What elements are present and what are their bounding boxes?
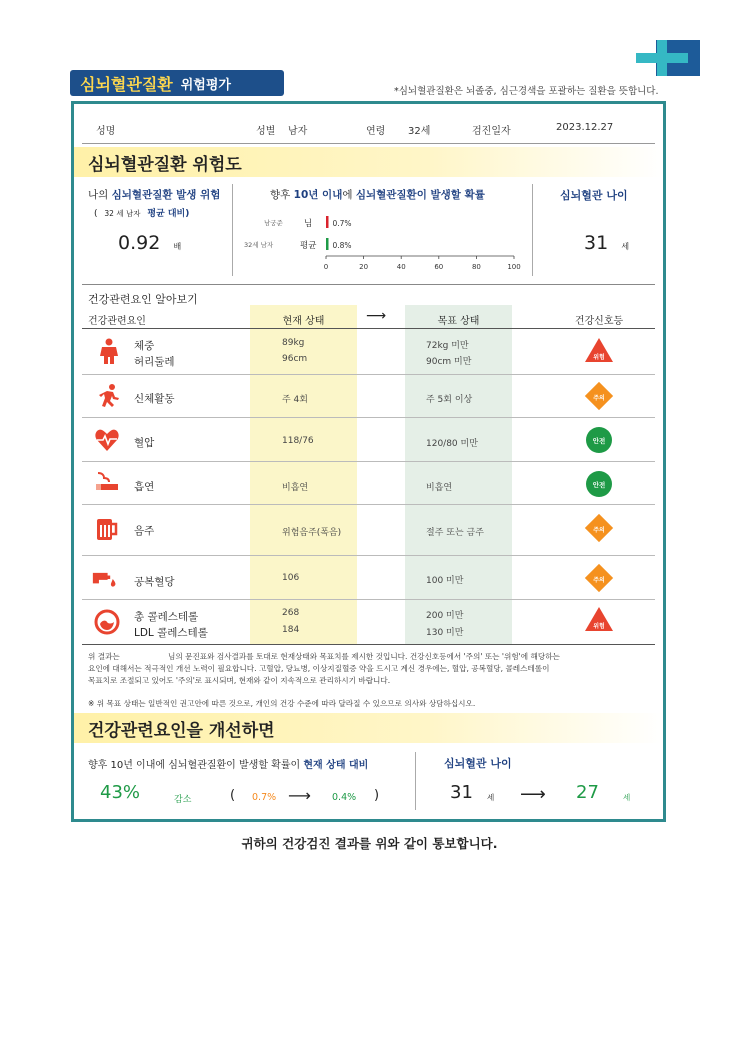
row-divider [82, 374, 655, 375]
factor-label: 허리둘레 [134, 356, 175, 368]
chart-row-label: 님 [304, 219, 313, 229]
disease-definition-note: *심뇌혈관질환은 뇌졸중, 심근경색을 포괄하는 질환을 뜻합니다. [394, 86, 659, 97]
table-header-line [82, 328, 655, 329]
target-value: 절주 또는 금주 [426, 528, 484, 538]
improve-prob-heading-bold: 현재 상태 대비 [303, 760, 369, 771]
sex-label: 성별 [256, 126, 276, 137]
risk-section-band [74, 147, 663, 177]
improve-age-arrow: ⟶ [520, 784, 546, 805]
vascular-age-heading: 심뇌혈관 나이 [560, 189, 628, 202]
factor-label: 공복혈당 [134, 576, 175, 588]
col-factor-header: 건강관련요인 [88, 316, 146, 327]
name-label: 성명 [96, 126, 116, 137]
target-value: 비흡연 [426, 483, 453, 493]
reduction-label: 감소 [174, 795, 192, 805]
target-value: 90cm 미만 [426, 357, 472, 367]
section-divider [82, 284, 655, 285]
body-weight-icon [96, 338, 122, 364]
signal-label: 주의 [593, 577, 605, 584]
current-value: 118/76 [282, 436, 314, 446]
chart-tick-label: 80 [471, 263, 481, 271]
paren-open: ( [230, 788, 236, 803]
exam-date-label: 검진일자 [472, 126, 511, 137]
target-value: 100 미만 [426, 576, 464, 586]
factor-label: 체중 [134, 340, 155, 352]
chart-row-name: 32세 남자 [244, 241, 274, 249]
probability-heading-3: 에 [342, 189, 353, 201]
exam-date-value: 2023.12.27 [556, 122, 614, 133]
relative-risk-sub-open: ( [94, 209, 98, 219]
factor-label: 신체활동 [134, 393, 175, 405]
chart-tick-label: 100 [507, 263, 521, 271]
divider [532, 184, 533, 276]
relative-risk-prefix: 나의 [88, 189, 109, 201]
relative-risk-compare: 평균 대비) [147, 209, 190, 219]
col-signal-header: 건강신호등 [574, 316, 624, 327]
note-line-2: 요인에 대해서는 적극적인 개선 노력이 필요합니다. 고혈압, 당뇨병, 이상지질혈증 약을 드시고 계신 경우에는, 혈압, 공복혈당, 콜레스테롤이 [88, 664, 550, 673]
improve-section-band [74, 713, 663, 743]
current-value: 비흡연 [282, 483, 309, 493]
risk-section-title: 심뇌혈관질환 위험도 [88, 154, 242, 175]
row-divider [82, 461, 655, 462]
probability-bar [326, 216, 329, 228]
factor-label: 혈압 [134, 437, 155, 449]
chart-tick-label: 0 [323, 263, 329, 271]
target-value: 130 미만 [426, 628, 464, 638]
relative-risk-heading [88, 187, 220, 202]
improve-age-heading: 심뇌혈관 나이 [444, 757, 512, 770]
factor-label: 총 콜레스테롤 [134, 611, 199, 623]
chart-tick-label: 40 [396, 263, 406, 271]
age-value: 32세 [408, 126, 431, 137]
target-value: 주 5회 이상 [426, 395, 473, 405]
row-divider [82, 555, 655, 556]
col-current-header: 현재 상태 [282, 316, 325, 327]
target-disclaimer: ※ 위 목표 상태는 일반적인 권고안에 따른 것으로, 개인의 건강 수준에 따라 달라질 수 있으므로 의사와 상담하십시오. [88, 699, 476, 708]
improve-age-to: 27 [576, 782, 599, 803]
improve-age-unit: 세 [487, 793, 495, 802]
chart-row-name: 남궁준 [264, 219, 283, 227]
report-title [70, 70, 284, 96]
beer-mug-icon [94, 516, 120, 542]
chart-row-label: 평균 [300, 241, 317, 251]
cholesterol-icon [94, 609, 120, 635]
table-bottom-line [82, 644, 655, 645]
safe-signal-icon: 안전 [586, 471, 612, 497]
improve-age-to-unit: 세 [623, 793, 631, 802]
current-value: 106 [282, 573, 300, 583]
current-value: 96cm [282, 354, 308, 364]
note-line-1: 위 결과는 님의 문진표와 검사결과를 토대로 현재상태와 목표치를 제시한 것입니다. 건강신호등에서 '주의' 또는 '위험'에 해당하는 [88, 652, 560, 661]
probability-heading-1: 향후 [270, 189, 291, 201]
patient-info-row [82, 112, 655, 144]
note-line-3: 목표치로 조절되고 있어도 '주의'로 표시되며, 현재와 같이 지속적으로 관리하시기 바랍니다. [88, 676, 391, 685]
plus-cross-logo [636, 40, 700, 76]
relative-risk-value-wrap [118, 232, 181, 254]
chart-tick-label: 60 [434, 263, 444, 271]
prob-arrow: ⟶ [288, 786, 311, 805]
blood-drop-hand-icon [92, 566, 118, 592]
notification-footer: 귀하의 건강검진 결과를 위와 같이 통보합니다. [241, 836, 498, 851]
report-title-main: 심뇌혈관질환 [80, 74, 173, 94]
prob-to: 0.4% [332, 792, 357, 803]
signal-label: 주의 [593, 527, 605, 534]
improve-prob-heading-text: 향후 10년 이내에 심뇌혈관질환이 발생할 확률이 [88, 760, 301, 771]
probability-data-label: 0.8% [332, 241, 352, 250]
improve-age-from: 31 [450, 782, 473, 803]
safe-signal-icon: 안전 [586, 427, 612, 453]
result-note [88, 651, 654, 687]
vascular-age-value: 31 [584, 232, 609, 254]
row-divider [82, 504, 655, 505]
age-label: 연령 [366, 126, 386, 137]
target-value: 72kg 미만 [426, 341, 469, 351]
current-value: 268 [282, 608, 300, 618]
probability-heading [270, 187, 485, 202]
improve-section-title: 건강관련요인을 개선하면 [88, 720, 275, 741]
divider [232, 184, 233, 276]
heart-pulse-icon [94, 427, 120, 453]
vascular-age-wrap [584, 232, 629, 254]
factor-label: 흡연 [134, 481, 155, 493]
reduction-value: 43% [100, 782, 141, 803]
probability-bar-chart [234, 210, 534, 278]
current-value: 184 [282, 625, 300, 635]
signal-label: 위험 [593, 354, 605, 361]
relative-risk-sub [94, 206, 189, 219]
chart-tick-label: 20 [359, 263, 369, 271]
factor-label: 음주 [134, 525, 155, 537]
prob-from: 0.7% [252, 792, 277, 803]
improve-prob-heading [88, 756, 368, 771]
target-value: 200 미만 [426, 611, 464, 621]
relative-risk-group: 32 세 남자 [104, 209, 141, 218]
signal-label: 주의 [593, 395, 605, 402]
paren-close: ) [374, 788, 380, 803]
current-value: 주 4회 [282, 395, 308, 405]
relative-risk-value: 0.92 [118, 232, 161, 254]
signal-label: 위험 [593, 623, 605, 630]
row-divider [82, 417, 655, 418]
report-panel [71, 101, 666, 822]
running-person-icon [96, 383, 122, 409]
current-value: 위험음주(폭음) [282, 528, 342, 538]
probability-heading-2: 10년 이내 [293, 189, 343, 201]
factor-label: LDL 콜레스테롤 [134, 627, 208, 639]
sex-value: 남자 [288, 126, 308, 137]
relative-risk-label: 심뇌혈관질환 발생 위험 [111, 189, 221, 201]
report-title-sub: 위험평가 [180, 77, 231, 93]
vascular-age-unit: 세 [621, 242, 630, 251]
divider [415, 752, 416, 810]
probability-data-label: 0.7% [332, 219, 352, 228]
col-arrow: ⟶ [366, 308, 387, 324]
row-divider [82, 599, 655, 600]
factors-heading: 건강관련요인 알아보기 [88, 293, 198, 306]
cigarette-icon [94, 470, 120, 496]
relative-risk-unit: 배 [173, 242, 182, 251]
col-target-header: 목표 상태 [437, 316, 480, 327]
target-value: 120/80 미만 [426, 439, 478, 449]
current-value: 89kg [282, 338, 305, 348]
probability-bar [326, 238, 329, 250]
probability-heading-4: 심뇌혈관질환이 발생할 확률 [355, 189, 485, 201]
